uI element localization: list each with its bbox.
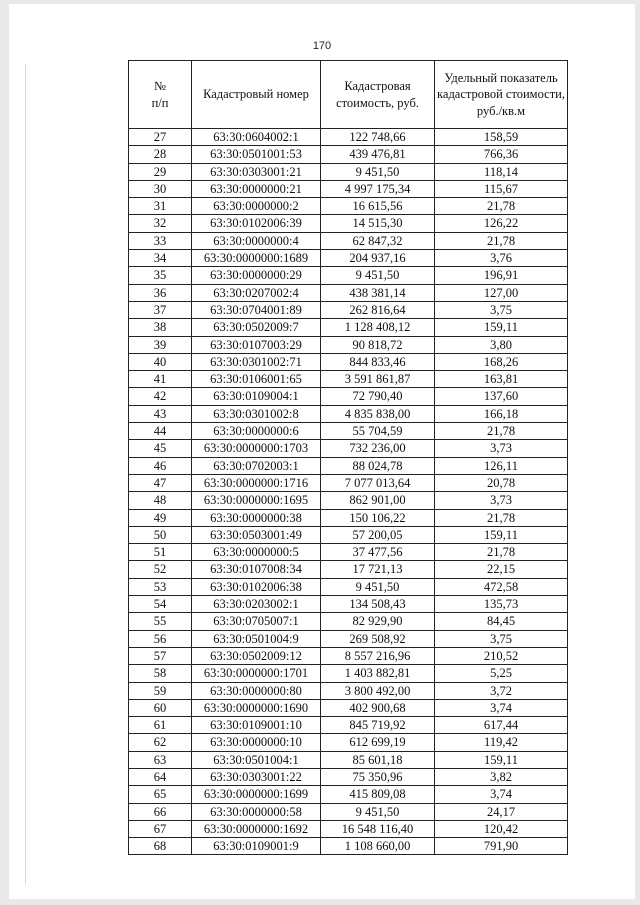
table-row	[129, 301, 568, 318]
cadastral-value-cell: 82 929,90	[321, 613, 435, 630]
specific-indicator-cell: 168,26	[435, 353, 568, 370]
row-number-cell: 52	[129, 561, 192, 578]
specific-indicator-cell: 210,52	[435, 647, 568, 664]
specific-indicator-cell: 3,72	[435, 682, 568, 699]
specific-indicator-cell: 3,80	[435, 336, 568, 353]
cadastral-value-cell: 62 847,32	[321, 232, 435, 249]
specific-indicator-cell: 617,44	[435, 717, 568, 734]
specific-indicator-cell: 159,11	[435, 526, 568, 543]
header-row-number: № п/п	[129, 61, 192, 129]
cadastral-value-cell: 415 809,08	[321, 786, 435, 803]
table-row	[129, 803, 568, 820]
cadastral-number-cell: 63:30:0000000:1689	[192, 250, 321, 267]
row-number-cell: 29	[129, 163, 192, 180]
cadastral-number-cell: 63:30:0000000:1716	[192, 474, 321, 491]
page-number: 170	[312, 40, 332, 52]
table-row	[129, 371, 568, 388]
specific-indicator-cell: 3,75	[435, 630, 568, 647]
header-cadastral-number: Кадастровый номер	[192, 61, 321, 129]
row-number-cell: 46	[129, 457, 192, 474]
table-row	[129, 699, 568, 716]
cadastral-number-cell: 63:30:0102006:39	[192, 215, 321, 232]
specific-indicator-cell: 126,11	[435, 457, 568, 474]
table-row	[129, 284, 568, 301]
cadastral-value-cell: 9 451,50	[321, 578, 435, 595]
cadastral-value-cell: 4 835 838,00	[321, 405, 435, 422]
table-row	[129, 129, 568, 146]
cadastral-value-cell: 150 106,22	[321, 509, 435, 526]
specific-indicator-cell: 159,11	[435, 319, 568, 336]
table-row	[129, 146, 568, 163]
cadastral-number-cell: 63:30:0000000:1690	[192, 699, 321, 716]
table-row	[129, 613, 568, 630]
cadastral-value-cell: 16 615,56	[321, 198, 435, 215]
cadastral-value-cell: 75 350,96	[321, 768, 435, 785]
cadastral-value-cell: 9 451,50	[321, 163, 435, 180]
cadastral-value-cell: 85 601,18	[321, 751, 435, 768]
cadastral-number-cell: 63:30:0000000:1692	[192, 820, 321, 837]
cadastral-value-cell: 844 833,46	[321, 353, 435, 370]
specific-indicator-cell: 3,74	[435, 699, 568, 716]
header-cadastral-value: Кадастровая стоимость, руб.	[321, 61, 435, 129]
specific-indicator-cell: 21,78	[435, 544, 568, 561]
cadastral-number-cell: 63:30:0107003:29	[192, 336, 321, 353]
specific-indicator-cell: 3,73	[435, 440, 568, 457]
cadastral-number-cell: 63:30:0109001:10	[192, 717, 321, 734]
cadastral-number-cell: 63:30:0702003:1	[192, 457, 321, 474]
cadastral-number-cell: 63:30:0501001:53	[192, 146, 321, 163]
cadastral-number-cell: 63:30:0000000:1703	[192, 440, 321, 457]
cadastral-number-cell: 63:30:0107008:34	[192, 561, 321, 578]
cadastral-number-cell: 63:30:0000000:5	[192, 544, 321, 561]
row-number-cell: 49	[129, 509, 192, 526]
cadastral-value-cell: 262 816,64	[321, 301, 435, 318]
row-number-cell: 28	[129, 146, 192, 163]
cadastral-value-cell: 122 748,66	[321, 129, 435, 146]
specific-indicator-cell: 21,78	[435, 232, 568, 249]
row-number-cell: 34	[129, 250, 192, 267]
specific-indicator-cell: 118,14	[435, 163, 568, 180]
row-number-cell: 58	[129, 665, 192, 682]
specific-indicator-cell: 3,76	[435, 250, 568, 267]
specific-indicator-cell: 20,78	[435, 474, 568, 491]
row-number-cell: 61	[129, 717, 192, 734]
cadastral-number-cell: 63:30:0303001:21	[192, 163, 321, 180]
table-row	[129, 457, 568, 474]
row-number-cell: 36	[129, 284, 192, 301]
table-row	[129, 423, 568, 440]
table-row	[129, 768, 568, 785]
table-row	[129, 630, 568, 647]
cadastral-number-cell: 63:30:0000000:38	[192, 509, 321, 526]
scan-edge-line	[25, 64, 26, 884]
cadastral-value-cell: 4 997 175,34	[321, 180, 435, 197]
row-number-cell: 47	[129, 474, 192, 491]
cadastral-value-cell: 90 818,72	[321, 336, 435, 353]
table-row	[129, 198, 568, 215]
specific-indicator-cell: 135,73	[435, 596, 568, 613]
cadastral-value-cell: 402 900,68	[321, 699, 435, 716]
table-header-row	[129, 61, 568, 129]
cadastral-number-cell: 63:30:0000000:1695	[192, 492, 321, 509]
table-row	[129, 682, 568, 699]
table-row	[129, 474, 568, 491]
row-number-cell: 30	[129, 180, 192, 197]
cadastral-number-cell: 63:30:0000000:58	[192, 803, 321, 820]
specific-indicator-cell: 127,00	[435, 284, 568, 301]
specific-indicator-cell: 120,42	[435, 820, 568, 837]
row-number-cell: 54	[129, 596, 192, 613]
cadastral-number-cell: 63:30:0501004:9	[192, 630, 321, 647]
cadastral-value-cell: 8 557 216,96	[321, 647, 435, 664]
table-row	[129, 250, 568, 267]
row-number-cell: 62	[129, 734, 192, 751]
specific-indicator-cell: 21,78	[435, 509, 568, 526]
specific-indicator-cell: 163,81	[435, 371, 568, 388]
table-row	[129, 509, 568, 526]
cadastral-number-cell: 63:30:0000000:21	[192, 180, 321, 197]
cadastral-value-cell: 37 477,56	[321, 544, 435, 561]
row-number-cell: 50	[129, 526, 192, 543]
row-number-cell: 67	[129, 820, 192, 837]
cadastral-value-cell: 862 901,00	[321, 492, 435, 509]
cadastral-number-cell: 63:30:0109004:1	[192, 388, 321, 405]
row-number-cell: 66	[129, 803, 192, 820]
specific-indicator-cell: 5,25	[435, 665, 568, 682]
row-number-cell: 41	[129, 371, 192, 388]
table-row	[129, 492, 568, 509]
specific-indicator-cell: 159,11	[435, 751, 568, 768]
table-row	[129, 440, 568, 457]
specific-indicator-cell: 791,90	[435, 838, 568, 855]
row-number-cell: 39	[129, 336, 192, 353]
table-row	[129, 215, 568, 232]
table-row	[129, 163, 568, 180]
row-number-cell: 57	[129, 647, 192, 664]
document-page	[9, 4, 635, 899]
cadastral-value-cell: 14 515,30	[321, 215, 435, 232]
row-number-cell: 37	[129, 301, 192, 318]
row-number-cell: 60	[129, 699, 192, 716]
specific-indicator-cell: 3,82	[435, 768, 568, 785]
specific-indicator-cell: 472,58	[435, 578, 568, 595]
row-number-cell: 27	[129, 129, 192, 146]
cadastral-number-cell: 63:30:0106001:65	[192, 371, 321, 388]
cadastral-number-cell: 63:30:0000000:6	[192, 423, 321, 440]
cadastral-number-cell: 63:30:0503001:49	[192, 526, 321, 543]
table-row	[129, 647, 568, 664]
row-number-cell: 53	[129, 578, 192, 595]
specific-indicator-cell: 21,78	[435, 423, 568, 440]
table-row	[129, 336, 568, 353]
cadastral-value-cell: 3 800 492,00	[321, 682, 435, 699]
row-number-cell: 56	[129, 630, 192, 647]
cadastral-number-cell: 63:30:0502009:7	[192, 319, 321, 336]
table-row	[129, 786, 568, 803]
cadastral-value-cell: 3 591 861,87	[321, 371, 435, 388]
cadastral-number-cell: 63:30:0207002:4	[192, 284, 321, 301]
cadastral-number-cell: 63:30:0109001:9	[192, 838, 321, 855]
cadastral-value-cell: 204 937,16	[321, 250, 435, 267]
row-number-cell: 48	[129, 492, 192, 509]
specific-indicator-cell: 3,75	[435, 301, 568, 318]
header-specific-indicator: Удельный показатель кадастровой стоимости, руб./кв.м	[435, 61, 568, 129]
cadastral-value-cell: 9 451,50	[321, 267, 435, 284]
table-row	[129, 596, 568, 613]
table-row	[129, 734, 568, 751]
cadastral-number-cell: 63:30:0102006:38	[192, 578, 321, 595]
cadastral-value-cell: 9 451,50	[321, 803, 435, 820]
cadastral-number-cell: 63:30:0000000:1699	[192, 786, 321, 803]
row-number-cell: 40	[129, 353, 192, 370]
specific-indicator-cell: 3,74	[435, 786, 568, 803]
specific-indicator-cell: 196,91	[435, 267, 568, 284]
cadastral-value-cell: 57 200,05	[321, 526, 435, 543]
cadastral-number-cell: 63:30:0301002:71	[192, 353, 321, 370]
cadastral-number-cell: 63:30:0301002:8	[192, 405, 321, 422]
specific-indicator-cell: 21,78	[435, 198, 568, 215]
cadastral-value-cell: 88 024,78	[321, 457, 435, 474]
specific-indicator-cell: 24,17	[435, 803, 568, 820]
cadastral-value-cell: 845 719,92	[321, 717, 435, 734]
specific-indicator-cell: 119,42	[435, 734, 568, 751]
row-number-cell: 42	[129, 388, 192, 405]
table-row	[129, 232, 568, 249]
cadastral-value-table	[128, 60, 568, 855]
row-number-cell: 64	[129, 768, 192, 785]
table-row	[129, 717, 568, 734]
cadastral-number-cell: 63:30:0501004:1	[192, 751, 321, 768]
table-row	[129, 405, 568, 422]
specific-indicator-cell: 84,45	[435, 613, 568, 630]
cadastral-value-cell: 439 476,81	[321, 146, 435, 163]
cadastral-value-cell: 1 128 408,12	[321, 319, 435, 336]
cadastral-value-cell: 72 790,40	[321, 388, 435, 405]
row-number-cell: 68	[129, 838, 192, 855]
specific-indicator-cell: 115,67	[435, 180, 568, 197]
table-row	[129, 578, 568, 595]
table-row	[129, 561, 568, 578]
specific-indicator-cell: 158,59	[435, 129, 568, 146]
cadastral-value-cell: 1 403 882,81	[321, 665, 435, 682]
table-row	[129, 353, 568, 370]
specific-indicator-cell: 3,73	[435, 492, 568, 509]
table-row	[129, 267, 568, 284]
row-number-cell: 51	[129, 544, 192, 561]
cadastral-number-cell: 63:30:0000000:10	[192, 734, 321, 751]
cadastral-number-cell: 63:30:0303001:22	[192, 768, 321, 785]
row-number-cell: 65	[129, 786, 192, 803]
cadastral-number-cell: 63:30:0203002:1	[192, 596, 321, 613]
cadastral-number-cell: 63:30:0000000:4	[192, 232, 321, 249]
cadastral-value-cell: 438 381,14	[321, 284, 435, 301]
specific-indicator-cell: 766,36	[435, 146, 568, 163]
cadastral-value-cell: 1 108 660,00	[321, 838, 435, 855]
cadastral-number-cell: 63:30:0000000:80	[192, 682, 321, 699]
row-number-cell: 31	[129, 198, 192, 215]
row-number-cell: 63	[129, 751, 192, 768]
cadastral-number-cell: 63:30:0502009:12	[192, 647, 321, 664]
table-row	[129, 665, 568, 682]
row-number-cell: 59	[129, 682, 192, 699]
cadastral-value-cell: 269 508,92	[321, 630, 435, 647]
cadastral-value-cell: 17 721,13	[321, 561, 435, 578]
row-number-cell: 38	[129, 319, 192, 336]
cadastral-value-cell: 612 699,19	[321, 734, 435, 751]
row-number-cell: 35	[129, 267, 192, 284]
cadastral-value-cell: 16 548 116,40	[321, 820, 435, 837]
cadastral-value-cell: 134 508,43	[321, 596, 435, 613]
row-number-cell: 33	[129, 232, 192, 249]
cadastral-number-cell: 63:30:0000000:29	[192, 267, 321, 284]
row-number-cell: 43	[129, 405, 192, 422]
cadastral-value-cell: 55 704,59	[321, 423, 435, 440]
table-row	[129, 319, 568, 336]
cadastral-value-cell: 732 236,00	[321, 440, 435, 457]
table-row	[129, 751, 568, 768]
table-row	[129, 388, 568, 405]
specific-indicator-cell: 166,18	[435, 405, 568, 422]
cadastral-number-cell: 63:30:0705007:1	[192, 613, 321, 630]
table-row	[129, 838, 568, 855]
table-row	[129, 544, 568, 561]
specific-indicator-cell: 137,60	[435, 388, 568, 405]
row-number-cell: 45	[129, 440, 192, 457]
cadastral-number-cell: 63:30:0000000:2	[192, 198, 321, 215]
specific-indicator-cell: 22,15	[435, 561, 568, 578]
table-row	[129, 180, 568, 197]
row-number-cell: 55	[129, 613, 192, 630]
table-row	[129, 526, 568, 543]
table-body	[129, 129, 568, 855]
specific-indicator-cell: 126,22	[435, 215, 568, 232]
cadastral-number-cell: 63:30:0604002:1	[192, 129, 321, 146]
row-number-cell: 32	[129, 215, 192, 232]
cadastral-number-cell: 63:30:0704001:89	[192, 301, 321, 318]
cadastral-value-cell: 7 077 013,64	[321, 474, 435, 491]
row-number-cell: 44	[129, 423, 192, 440]
table-row	[129, 820, 568, 837]
cadastral-number-cell: 63:30:0000000:1701	[192, 665, 321, 682]
